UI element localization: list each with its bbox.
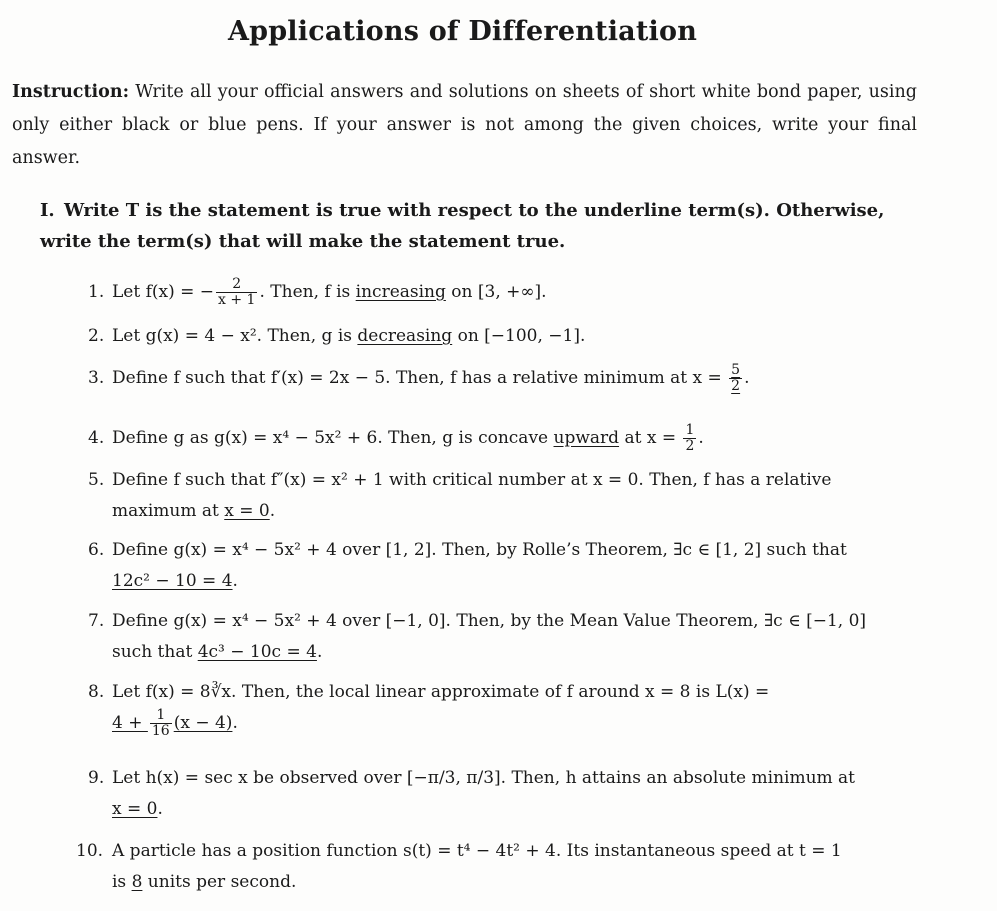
underlined-term: decreasing xyxy=(357,326,453,346)
underlined-term: increasing xyxy=(355,282,446,302)
interval: [−π/3, π/3] xyxy=(406,768,501,788)
item-number: 9. xyxy=(88,768,105,788)
section-number: I. xyxy=(40,200,55,221)
underlined-term: x = 0 xyxy=(112,799,158,819)
list-item: 7. Define g(x) = x⁴ − 5x² + 4 over [−1, 0]. Then, by the Mean Value Theorem, ∃c ∈ [−1, 0] such that 4c³ − 10c = 4. xyxy=(88,606,914,668)
section-heading xyxy=(40,195,918,257)
item-number: 4. xyxy=(88,428,105,448)
list-item: 3. Define f such that f′(x) = 2x − 5. Then, f has a relative minimum at x = $\frac{5}{2}$ . xyxy=(88,362,750,394)
underlined-term: 4 + $\frac{1}{16}$ (x − 4) xyxy=(112,707,233,739)
fraction: $\frac{1}{2}$ xyxy=(685,422,695,454)
section-heading-text: Write T is the statement is true with respect to the underline term(s). Otherwise, write the term(s) that will make the statement true. xyxy=(40,200,885,252)
item-number: 3. xyxy=(88,368,105,388)
item-number: 7. xyxy=(88,611,105,631)
underlined-term: 4c³ − 10c = 4 xyxy=(197,642,317,662)
list-item: 2. Let g(x) = 4 − x². Then, g is decreasing on [−100, −1]. xyxy=(88,321,914,352)
instruction-label: Instruction: xyxy=(12,82,130,102)
item-number: 5. xyxy=(88,470,105,490)
underlined-term: upward xyxy=(553,428,620,448)
list-item: 9. Let h(x) = sec x be observed over [−π/3, π/3]. Then, h attains an absolute minimum at x = 0. xyxy=(88,763,914,825)
underlined-term: x = 0 xyxy=(224,501,270,521)
list-item: 10. A particle has a position function s(t) = t⁴ − 4t² + 4. Its instantaneous speed at t = 1 is 8 units per second. xyxy=(76,836,914,898)
list-item: 5. Define f such that f″(x) = x² + 1 with critical number at x = 0. Then, f has a relative maximum at x = 0. xyxy=(88,465,914,527)
underlined-term: 12c² − 10 = 4 xyxy=(112,571,233,591)
list-item: 1. Let f(x) = − $\frac{2}{x + 1}$ . Then, f is increasing on [3, +∞]. xyxy=(88,276,547,308)
fraction: $\frac{2}{x + 1}$ xyxy=(218,276,256,308)
list-item: 6. Define g(x) = x⁴ − 5x² + 4 over [1, 2]. Then, by Rolle’s Theorem, ∃c ∈ [1, 2] such that 12c² − 10 = 4. xyxy=(88,535,914,597)
item-number: 2. xyxy=(88,326,105,346)
fraction: $\frac{1}{16}$ xyxy=(151,707,170,739)
list-item: 8. Let f(x) = 8∛x. Then, the local linear approximate of f around x = 8 is L(x) = 4 + $\frac{1}{16}$ (x − 4). xyxy=(88,677,914,739)
fraction: $\frac{5}{2}$ xyxy=(731,362,741,394)
list-item: 4. Define g as g(x) = x⁴ − 5x² + 6. Then, g is concave upward at x = $\frac{1}{2}$ . xyxy=(88,422,704,454)
instruction-paragraph xyxy=(12,76,917,175)
underlined-term: 8 xyxy=(131,872,143,892)
item-number: 1. xyxy=(88,282,105,302)
page-title: Applications of Differentiation xyxy=(227,16,698,47)
item-number: 10. xyxy=(76,841,104,861)
instruction-text: Write all your official answers and solutions on sheets of short white bond paper, using only either black or blue pens. If your answer is not among the given choices, write your final answer. xyxy=(12,82,917,168)
item-number: 6. xyxy=(88,540,105,560)
item-number: 8. xyxy=(88,682,105,702)
